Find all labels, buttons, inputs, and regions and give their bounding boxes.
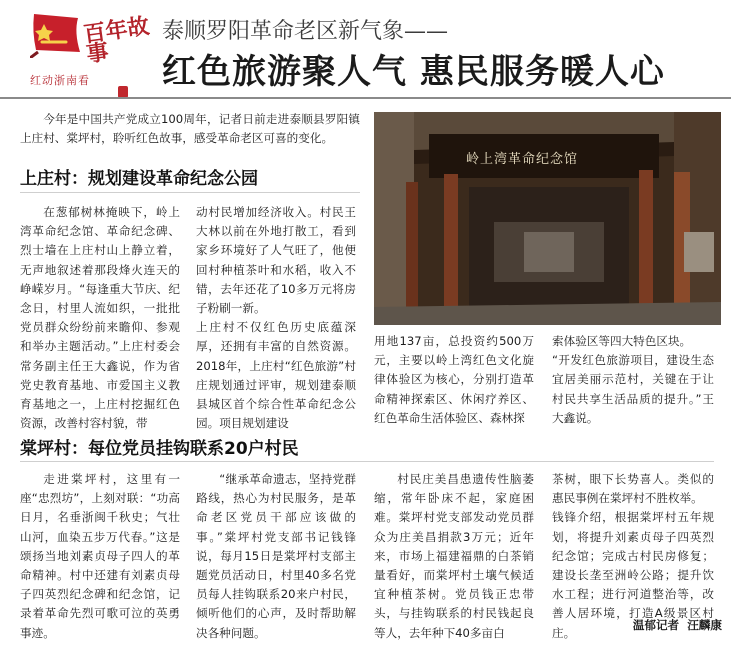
section2-column-4: 茶树，眼下长势喜人。类似的惠民事例在棠坪村不胜枚举。 钱锋介绍，根据棠坪村五年规划，将提升刘素贞母子四英烈纪念馆；完成古村民房修复；建设长垄至洲岭公路；提升饮水工程；进行河道整治等，改善人居环境，打造A级景区村庄。 — [552, 472, 714, 640]
headline: 红色旅游聚人气 惠民服务暖人心 — [162, 52, 665, 92]
section-title-tangping: 棠坪村：每位党员挂钩联系20户村民 — [20, 439, 299, 459]
logo-title: 百年故事 — [82, 13, 152, 68]
logo-subtitle: 红动浙南看 — [30, 74, 90, 87]
section-rule — [20, 192, 360, 193]
memorial-hall-photo — [374, 112, 721, 325]
intro-paragraph: 今年是中国共产党成立100周年，记者日前走进泰顺县罗阳镇上庄村、棠坪村，聆听红色故事，感受革命老区可喜的变化。 — [20, 112, 360, 146]
section1-column-1: 在葱郁树林掩映下，岭上湾革命纪念馆、革命纪念碑、烈士墙在上庄村山上静立着，无声地叙述着那段烽火连天的峥嵘岁月。“每逢重大节庆、纪念日，村里人流如织，一批批党员群众纷纷前来瞻仰、参观和举办主题活动。”上庄村委会常务副主任王大鑫说，作为省党史教育基地、市爱国主义教育基地之一，上庄村挖掘红色资源，改善村容村貌，带 — [20, 205, 180, 431]
photo-sign: 岭上湾革命纪念馆 — [466, 152, 579, 167]
section1-column-3: 用地137亩，总投资约500万元，主要以岭上湾红色文化旋律体验区为核心，分别打造革命精神探索区、休闲疗养区、红色革命生活体验区、森林探 — [374, 334, 534, 425]
section2-column-3: 村民庄美昌患遗传性脑萎缩，常年卧床不起，家庭困难。棠坪村党支部发动党员群众为庄美昌捐款3万元；近年来，市场上福建福鼎的白茶销量看好，而棠坪村土壤气候适宜种植茶树。党员钱正忠带头，与挂钩联系的村民钱起良等人，去年种下40多亩白 — [374, 472, 534, 640]
section2-column-1: 走进棠坪村，这里有一座“忠烈坊”，上刻对联：“功高日月，名垂浙闽千秋史；气壮山河，血染五步万代春。”这是颂扬当地刘素贞母子四人的革命精神。村中还建有刘素贞母子四英烈纪念碑和纪念馆，记录着革命先烈可歌可泣的英勇事迹。 — [20, 472, 180, 640]
section1-column-2: 动村民增加经济收入。村民王大林以前在外地打散工，看到家乡环境好了人气旺了，他便回村种植茶叶和水稻，收入不错，去年还花了10多万元将房子粉刷一新。 上庄村不仅红色历史底蕴深厚，还拥有丰富的自然资源。2018年，上庄村“红色旅游”村庄规划通过评审，规划建泰顺县城区首个综合性革命纪念公园。项目规划建设 — [196, 205, 356, 431]
byline: 温郁记者 汪麟康 — [632, 618, 722, 632]
header-rule — [0, 97, 731, 99]
section-rule — [20, 461, 714, 462]
section-title-shangzhuang: 上庄村：规划建设革命纪念公园 — [20, 169, 258, 189]
kicker: 泰顺罗阳革命老区新气象—— — [162, 19, 449, 44]
party-flag-icon — [30, 12, 82, 58]
section2-column-2: “继承革命遗志，坚持党群路线，热心为村民服务，是革命老区党员干部应该做的事。”棠坪村党支部书记钱锋说，每月15日是棠坪村支部主题党员活动日，村里40多名党员每人挂钩联系20来户村民，倾听他们的心声，及时帮助解决各种问题。 — [196, 472, 356, 640]
section1-column-4: 索体验区等四大特色区块。 “开发红色旅游项目，建设生态宜居美丽示范村，关键在于让村民共享生活品质的提升。”王大鑫说。 — [552, 334, 714, 425]
